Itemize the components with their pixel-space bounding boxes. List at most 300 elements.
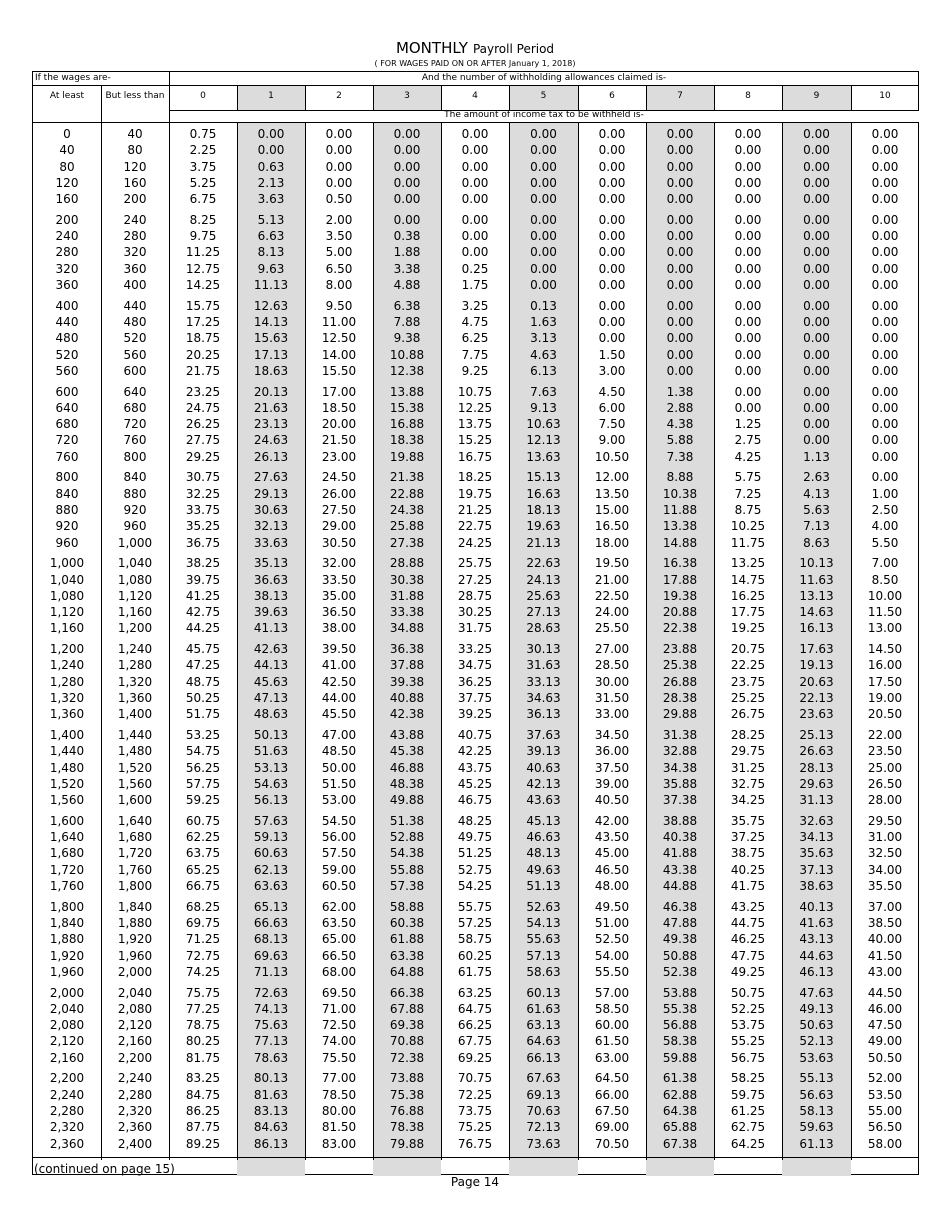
table-cell: 1,440 xyxy=(49,744,85,759)
table-cell: 39.00 xyxy=(594,776,630,791)
table-cell: 20.50 xyxy=(867,707,903,722)
table-cell: 66.13 xyxy=(526,1050,561,1065)
table-cell: 19.50 xyxy=(594,556,630,571)
table-cell: 0.00 xyxy=(734,363,762,378)
table-cell: 16.75 xyxy=(457,449,493,464)
table-cell: 21.25 xyxy=(457,503,493,517)
table-cell: 69.50 xyxy=(321,985,357,1000)
table-cell: 42.50 xyxy=(321,674,357,689)
table-cell: 78.75 xyxy=(185,1018,221,1033)
table-cell: 66.25 xyxy=(457,1018,493,1033)
table-cell: 0.00 xyxy=(325,143,353,158)
table-cell: 55.50 xyxy=(594,964,630,979)
table-cell: 560 xyxy=(55,363,79,378)
table-cell: 33.00 xyxy=(594,707,630,722)
table-cell: 1,800 xyxy=(49,899,85,914)
table-cell: 36.13 xyxy=(526,707,561,722)
table-cell: 35.13 xyxy=(253,556,289,571)
table-cell: 34.63 xyxy=(526,691,561,705)
table-cell: 3.38 xyxy=(393,261,421,276)
table-cell: 65.25 xyxy=(185,862,221,877)
table-cell: 25.75 xyxy=(457,556,493,571)
table-cell: 53.88 xyxy=(662,985,698,1000)
table-cell: 1,200 xyxy=(49,642,85,657)
table-cell: 1,880 xyxy=(49,932,85,947)
table-cell: 2,080 xyxy=(117,1001,153,1016)
table-cell: 61.88 xyxy=(389,932,425,947)
table-cell: 0.00 xyxy=(803,384,830,399)
table-cell: 55.63 xyxy=(526,932,561,947)
table-cell: 87.75 xyxy=(185,1120,221,1135)
table-cell: 40 xyxy=(59,143,75,158)
table-cell: 80.00 xyxy=(321,1103,357,1118)
table-cell: 9.63 xyxy=(257,261,285,276)
table-cell: 48.00 xyxy=(594,879,630,893)
table-cell: 800 xyxy=(123,449,147,464)
table-cell: 32.13 xyxy=(253,519,289,534)
table-cell: 33.13 xyxy=(526,674,561,689)
table-cell: 86.13 xyxy=(253,1136,289,1151)
table-cell: 13.75 xyxy=(457,417,493,432)
table-cell: 5.63 xyxy=(803,503,830,517)
table-cell: 800 xyxy=(55,470,79,485)
table-cell: 49.38 xyxy=(662,932,698,947)
table-cell: 31.00 xyxy=(867,830,903,845)
table-cell: 38.75 xyxy=(730,846,766,861)
table-cell: 51.25 xyxy=(457,846,493,861)
table-cell: 880 xyxy=(123,486,147,501)
table-cell: 28.88 xyxy=(389,556,425,571)
table-cell: 8.25 xyxy=(189,212,217,227)
table-cell: 200 xyxy=(123,192,147,207)
table-cell: 5.25 xyxy=(189,175,217,190)
table-cell: 0.00 xyxy=(734,143,762,158)
table-cell: 0.00 xyxy=(803,192,830,207)
table-cell: 27.38 xyxy=(389,535,425,550)
table-cell: 2,160 xyxy=(49,1050,85,1065)
table-cell: 46.75 xyxy=(457,793,493,808)
table-cell: 1.75 xyxy=(461,278,489,293)
table-cell: 44.13 xyxy=(253,658,289,673)
table-cell: 37.88 xyxy=(389,658,425,673)
table-cell: 75.38 xyxy=(389,1087,425,1102)
table-cell: 54.13 xyxy=(526,915,561,930)
table-cell: 25.63 xyxy=(526,588,561,603)
table-cell: 9.25 xyxy=(461,363,489,378)
table-cell: 40.63 xyxy=(526,760,561,775)
table-cell: 0.00 xyxy=(598,298,626,313)
table-cell: 73.88 xyxy=(389,1071,425,1086)
table-cell: 11.25 xyxy=(185,245,221,260)
table-cell: 72.75 xyxy=(185,948,221,963)
table-cell: 46.88 xyxy=(389,760,425,775)
table-cell: 57.63 xyxy=(253,813,289,828)
table-cell: 72.13 xyxy=(526,1120,561,1135)
table-cell: 80.25 xyxy=(185,1034,221,1049)
table-cell: 0.00 xyxy=(530,127,557,141)
table-cell: 0.00 xyxy=(530,212,557,227)
table-cell: 0.00 xyxy=(530,143,557,158)
table-cell: 2.50 xyxy=(871,503,899,517)
table-cell: 2,240 xyxy=(117,1071,153,1086)
table-cell: 10.25 xyxy=(730,519,766,534)
table-cell: 40.13 xyxy=(799,899,834,914)
table-cell: 66.38 xyxy=(389,985,425,1000)
table-cell: 41.63 xyxy=(799,915,834,930)
table-cell: 62.25 xyxy=(185,830,221,845)
table-cell: 58.00 xyxy=(867,1136,903,1151)
table-cell: 3.13 xyxy=(530,331,557,346)
table-cell: 0.00 xyxy=(803,175,830,190)
table-cell: 0.00 xyxy=(871,261,899,276)
table-cell: 49.25 xyxy=(730,964,766,979)
table-cell: 1.88 xyxy=(393,245,421,260)
table-cell: 2,200 xyxy=(117,1050,153,1065)
table-cell: 360 xyxy=(55,278,79,293)
table-cell: 11.00 xyxy=(321,315,357,329)
table-cell: 2,320 xyxy=(117,1103,153,1118)
table-cell: 37.50 xyxy=(594,760,630,775)
table-cell: 1,560 xyxy=(49,793,85,808)
table-cell: 13.50 xyxy=(594,486,630,501)
table-cell: 57.13 xyxy=(526,948,561,963)
table-cell: 14.00 xyxy=(321,347,357,362)
table-cell: 960 xyxy=(123,519,147,534)
table-cell: 21.75 xyxy=(185,363,221,378)
table-cell: 61.50 xyxy=(594,1034,630,1049)
table-cell: 16.13 xyxy=(799,621,834,636)
table-cell: 59.75 xyxy=(730,1087,766,1102)
table-cell: 0.00 xyxy=(871,449,899,464)
table-cell: 49.00 xyxy=(867,1034,903,1049)
table-cell: 31.63 xyxy=(526,658,561,673)
table-cell: 16.63 xyxy=(526,486,561,501)
table-cell: 2,360 xyxy=(117,1120,153,1135)
table-cell: 83.13 xyxy=(253,1103,289,1118)
table-cell: 69.38 xyxy=(389,1018,425,1033)
table-cell: 16.50 xyxy=(594,519,630,534)
table-cell: 23.63 xyxy=(799,707,834,722)
table-cell: 1,720 xyxy=(117,846,153,861)
table-cell: 17.88 xyxy=(662,572,698,587)
table-cell: 54.75 xyxy=(185,744,221,759)
table-cell: 9.38 xyxy=(393,331,421,346)
table-cell: 27.50 xyxy=(321,503,357,517)
table-cell: 31.88 xyxy=(389,588,425,603)
table-cell: 57.38 xyxy=(389,879,425,893)
table-cell: 58.13 xyxy=(799,1103,834,1118)
table-cell: 0.00 xyxy=(734,347,762,362)
table-cell: 37.25 xyxy=(730,830,766,845)
table-cell: 59.25 xyxy=(185,793,221,808)
table-cell: 74.25 xyxy=(185,964,221,979)
table-cell: 1,880 xyxy=(117,915,153,930)
table-cell: 54.63 xyxy=(253,776,289,791)
table-cell: 0.00 xyxy=(461,159,489,174)
table-cell: 10.63 xyxy=(526,417,561,432)
table-cell: 2.13 xyxy=(257,175,285,190)
table-cell: 9.50 xyxy=(325,298,353,313)
table-cell: 18.50 xyxy=(321,400,357,415)
table-cell: 70.50 xyxy=(594,1136,630,1151)
table-cell: 0.00 xyxy=(598,159,626,174)
table-cell: 0.00 xyxy=(666,159,694,174)
table-cell: 35.25 xyxy=(185,519,221,534)
table-cell: 17.00 xyxy=(321,384,357,399)
allowances-label: And the number of withholding allowances claimed is- xyxy=(421,73,667,83)
table-cell: 12.13 xyxy=(526,433,561,448)
table-cell: 29.25 xyxy=(185,449,221,464)
table-cell: 1,960 xyxy=(117,948,153,963)
table-cell: 34.50 xyxy=(594,727,630,742)
table-cell: 0.75 xyxy=(189,127,217,141)
table-cell: 67.88 xyxy=(389,1001,425,1016)
table-cell: 3.63 xyxy=(257,192,285,207)
row-divider xyxy=(33,122,919,123)
table-cell: 27.25 xyxy=(457,572,493,587)
table-cell: 63.13 xyxy=(526,1018,561,1033)
table-cell: 19.25 xyxy=(730,621,766,636)
table-cell: 57.25 xyxy=(457,915,493,930)
table-cell: 7.88 xyxy=(393,315,421,329)
table-cell: 7.13 xyxy=(803,519,830,534)
table-cell: 4.88 xyxy=(393,278,421,293)
table-cell: 12.25 xyxy=(457,400,493,415)
table-cell: 0.00 xyxy=(803,433,830,448)
table-cell: 75.75 xyxy=(185,985,221,1000)
table-cell: 68.13 xyxy=(253,932,289,947)
table-cell: 5.00 xyxy=(325,245,353,260)
table-cell: 0 xyxy=(63,127,71,141)
table-cell: 12.38 xyxy=(389,363,425,378)
table-cell: 22.00 xyxy=(867,727,903,742)
table-cell: 24.25 xyxy=(457,535,493,550)
table-cell: 66.63 xyxy=(253,915,289,930)
table-cell: 360 xyxy=(123,261,147,276)
table-cell: 66.75 xyxy=(185,879,221,893)
table-cell: 55.25 xyxy=(730,1034,766,1049)
table-cell: 6.50 xyxy=(325,261,353,276)
allowance-header-1: 1 xyxy=(268,91,274,101)
table-cell: 26.88 xyxy=(662,674,698,689)
table-cell: 19.00 xyxy=(867,691,903,705)
allowance-header-6: 6 xyxy=(609,91,615,101)
table-cell: 57.75 xyxy=(185,776,221,791)
table-cell: 15.00 xyxy=(594,503,630,517)
table-cell: 0.00 xyxy=(803,229,830,244)
table-cell: 0.00 xyxy=(666,229,694,244)
table-cell: 0.00 xyxy=(734,245,762,260)
table-cell: 13.88 xyxy=(389,384,425,399)
table-cell: 18.25 xyxy=(457,470,493,485)
table-cell: 36.38 xyxy=(389,642,425,657)
table-cell: 19.88 xyxy=(389,449,425,464)
table-cell: 1,560 xyxy=(117,776,153,791)
table-cell: 62.13 xyxy=(253,862,289,877)
table-cell: 64.75 xyxy=(457,1001,493,1016)
table-cell: 49.13 xyxy=(799,1001,834,1016)
table-cell: 54.50 xyxy=(321,813,357,828)
table-cell: 0.00 xyxy=(871,245,899,260)
table-cell: 2.63 xyxy=(803,470,830,485)
table-cell: 55.38 xyxy=(662,1001,698,1016)
table-cell: 30.50 xyxy=(321,535,357,550)
table-cell: 65.13 xyxy=(253,899,289,914)
table-cell: 47.63 xyxy=(799,985,834,1000)
table-cell: 24.63 xyxy=(253,433,289,448)
table-cell: 29.00 xyxy=(321,519,357,534)
table-cell: 33.50 xyxy=(321,572,357,587)
withholding-table xyxy=(32,71,919,1175)
table-cell: 24.50 xyxy=(321,470,357,485)
table-cell: 61.63 xyxy=(526,1001,561,1016)
table-cell: 53.63 xyxy=(799,1050,834,1065)
table-cell: 2,280 xyxy=(117,1087,153,1102)
table-cell: 480 xyxy=(123,315,147,329)
table-cell: 2,120 xyxy=(49,1034,85,1049)
table-cell: 0.00 xyxy=(803,347,830,362)
table-cell: 10.00 xyxy=(867,588,903,603)
table-cell: 65.88 xyxy=(662,1120,698,1135)
allowance-header-5: 5 xyxy=(540,91,547,101)
table-cell: 0.00 xyxy=(803,363,830,378)
table-cell: 51.00 xyxy=(594,915,630,930)
table-cell: 640 xyxy=(55,400,79,415)
table-cell: 84.75 xyxy=(185,1087,221,1102)
table-cell: 0.00 xyxy=(666,192,694,207)
table-cell: 32.50 xyxy=(867,846,903,861)
table-cell: 78.63 xyxy=(253,1050,289,1065)
table-cell: 28.75 xyxy=(457,588,493,603)
table-cell: 1,240 xyxy=(117,642,153,657)
table-cell: 50.63 xyxy=(799,1018,834,1033)
table-cell: 2,200 xyxy=(49,1071,85,1086)
table-cell: 44.25 xyxy=(185,621,221,636)
table-cell: 3.75 xyxy=(189,159,217,174)
table-cell: 60.50 xyxy=(321,879,357,893)
table-cell: 60.75 xyxy=(185,813,221,828)
table-cell: 0.25 xyxy=(461,261,489,276)
table-cell: 320 xyxy=(123,245,147,260)
table-cell: 0.00 xyxy=(666,363,694,378)
table-cell: 40.75 xyxy=(457,727,493,742)
table-cell: 240 xyxy=(55,229,79,244)
table-cell: 18.00 xyxy=(594,535,630,550)
table-cell: 22.50 xyxy=(594,588,630,603)
table-cell: 16.25 xyxy=(730,588,766,603)
table-cell: 0.00 xyxy=(803,245,830,260)
table-cell: 31.38 xyxy=(662,727,698,742)
table-cell: 81.50 xyxy=(321,1120,357,1135)
table-cell: 13.63 xyxy=(526,449,561,464)
table-cell: 49.88 xyxy=(389,793,425,808)
table-cell: 48.50 xyxy=(321,744,357,759)
table-cell: 50.50 xyxy=(867,1050,903,1065)
table-cell: 6.38 xyxy=(393,298,421,313)
table-cell: 11.13 xyxy=(253,278,289,293)
table-cell: 67.50 xyxy=(594,1103,630,1118)
table-cell: 14.75 xyxy=(730,572,766,587)
page-subtitle: ( FOR WAGES PAID ON OR AFTER January 1, 2018) xyxy=(374,59,576,68)
table-cell: 1,120 xyxy=(117,588,153,603)
table-cell: 0.00 xyxy=(803,159,830,174)
table-cell: 43.88 xyxy=(389,727,425,742)
table-cell: 63.63 xyxy=(253,879,289,893)
table-cell: 240 xyxy=(123,212,147,227)
table-cell: 40.25 xyxy=(730,862,766,877)
table-cell: 16.38 xyxy=(662,556,698,571)
table-cell: 4.63 xyxy=(530,347,557,362)
table-cell: 1,640 xyxy=(49,830,85,845)
table-cell: 55.88 xyxy=(389,862,425,877)
table-cell: 20.63 xyxy=(799,674,834,689)
table-cell: 2,000 xyxy=(49,985,85,1000)
table-cell: 22.38 xyxy=(662,621,698,636)
table-cell: 2,080 xyxy=(49,1018,85,1033)
table-cell: 57.50 xyxy=(321,846,357,861)
table-cell: 0.50 xyxy=(325,192,353,207)
table-cell: 47.75 xyxy=(730,948,766,963)
table-cell: 55.13 xyxy=(799,1071,834,1086)
table-cell: 15.63 xyxy=(253,331,289,346)
table-cell: 17.63 xyxy=(799,642,834,657)
table-cell: 3.00 xyxy=(598,363,626,378)
table-cell: 24.00 xyxy=(594,605,630,620)
table-cell: 0.00 xyxy=(461,245,489,260)
table-cell: 47.00 xyxy=(321,727,357,742)
table-cell: 0.00 xyxy=(461,127,489,141)
table-cell: 74.13 xyxy=(253,1001,289,1016)
table-cell: 0.00 xyxy=(871,315,899,329)
allowance-header-7: 7 xyxy=(677,91,683,101)
table-cell: 1,960 xyxy=(49,964,85,979)
table-cell: 0.00 xyxy=(530,175,557,190)
table-cell: 53.50 xyxy=(867,1087,903,1102)
table-cell: 1,680 xyxy=(117,830,153,845)
table-cell: 79.88 xyxy=(389,1136,425,1151)
table-cell: 0.00 xyxy=(734,192,762,207)
table-cell: 56.25 xyxy=(185,760,221,775)
table-cell: 0.00 xyxy=(871,384,899,399)
table-cell: 0.00 xyxy=(734,400,762,415)
table-cell: 43.63 xyxy=(526,793,561,808)
table-cell: 22.88 xyxy=(389,486,425,501)
table-cell: 7.63 xyxy=(530,384,557,399)
table-cell: 1,480 xyxy=(49,760,85,775)
table-cell: 36.25 xyxy=(457,674,493,689)
table-cell: 41.75 xyxy=(730,879,766,893)
table-cell: 1,000 xyxy=(117,535,153,550)
table-cell: 56.88 xyxy=(662,1018,698,1033)
table-cell: 14.63 xyxy=(799,605,834,620)
table-cell: 38.25 xyxy=(185,556,221,571)
table-cell: 0.00 xyxy=(530,229,557,244)
table-cell: 72.63 xyxy=(253,985,289,1000)
table-cell: 46.13 xyxy=(799,964,834,979)
table-cell: 920 xyxy=(55,519,79,534)
allowance-header-3: 3 xyxy=(404,91,410,101)
table-cell: 520 xyxy=(55,347,79,362)
table-cell: 0.00 xyxy=(666,278,694,293)
table-cell: 45.50 xyxy=(321,707,357,722)
table-cell: 4.38 xyxy=(666,417,694,432)
table-cell: 0.00 xyxy=(871,212,899,227)
table-cell: 0.00 xyxy=(666,143,694,158)
table-cell: 0.00 xyxy=(598,229,626,244)
table-cell: 39.63 xyxy=(253,605,289,620)
table-cell: 1.63 xyxy=(530,315,557,329)
table-cell: 41.13 xyxy=(253,621,289,636)
